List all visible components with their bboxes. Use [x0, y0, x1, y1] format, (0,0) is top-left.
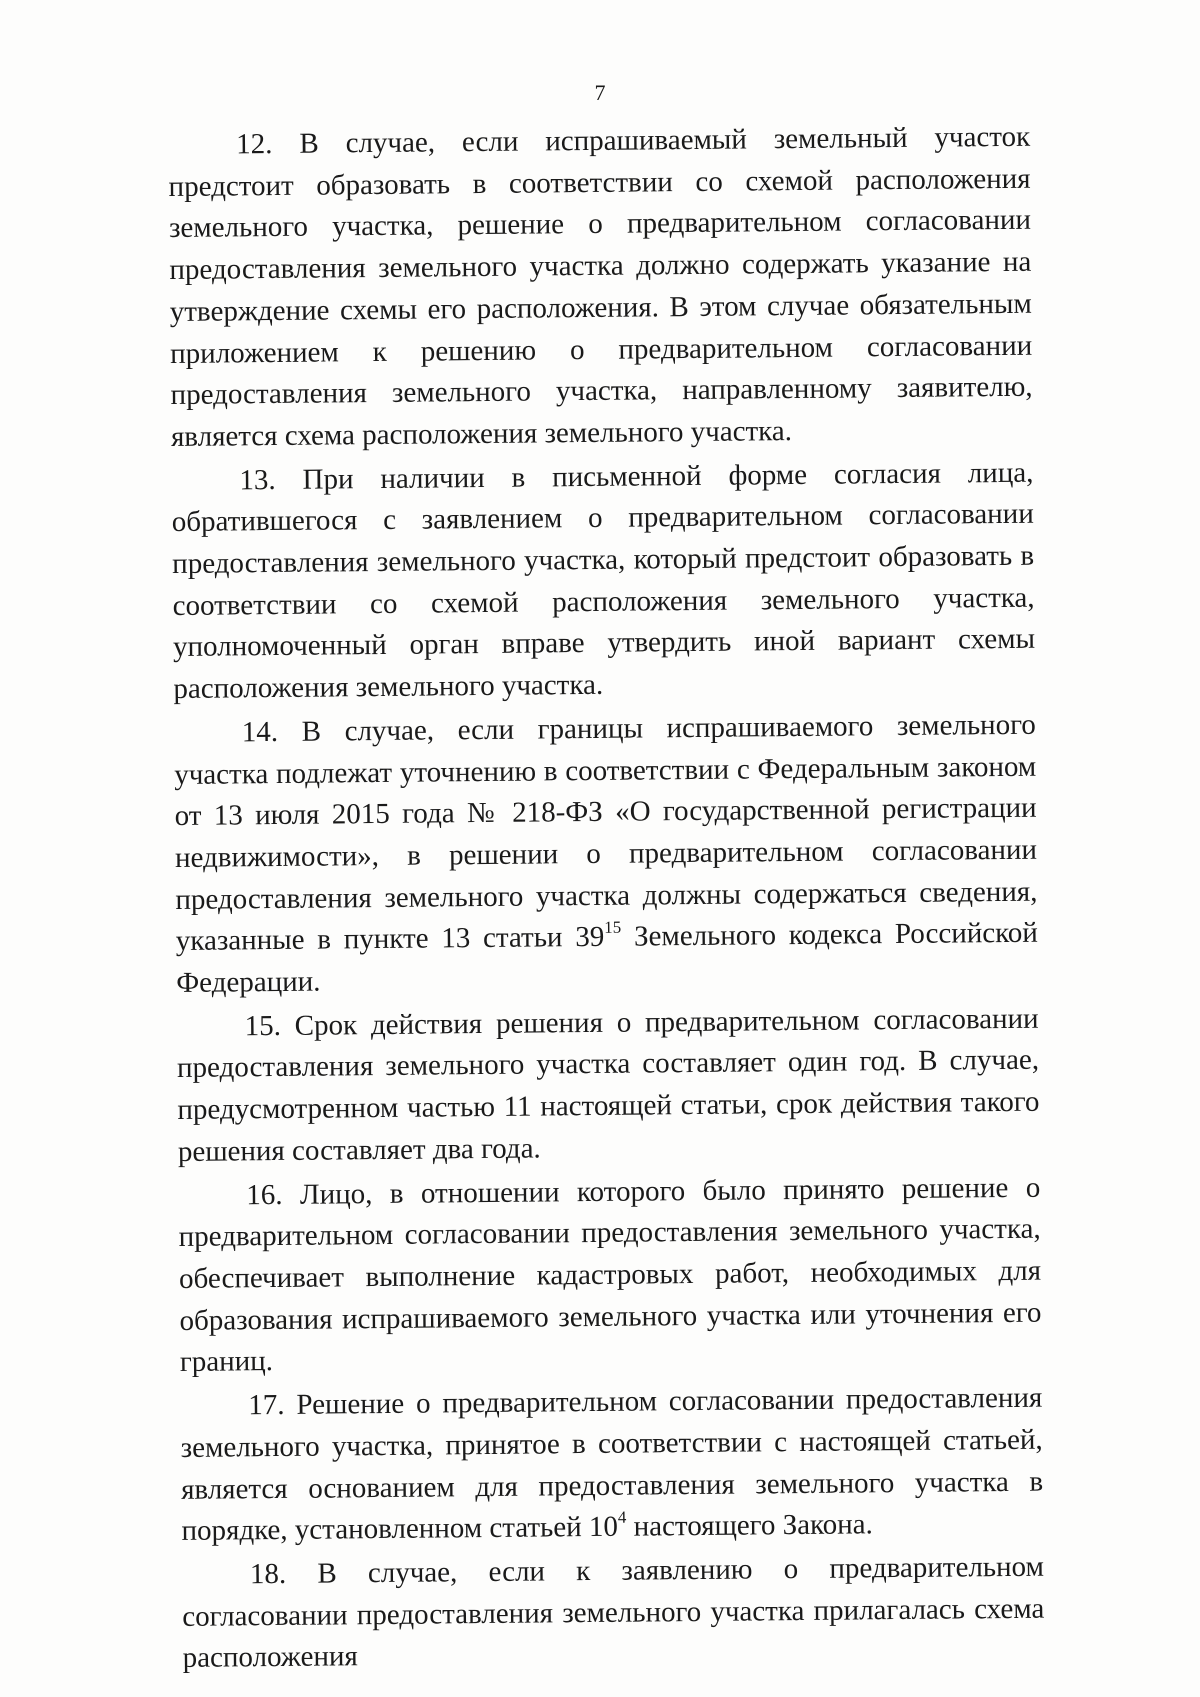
- paragraph-number: 18.: [249, 1557, 287, 1591]
- paragraph-text: В случае, если испрашиваемый земельный участок предстоит образовать в соответствии со схемой расположения земельного участка, решение о предварительном согласовании предоставления земельного участка должно содержать указание на утверждение схемы его расположения. В этом случае обязательным приложением к решению о предварительном согласовании предоставления земельного участка, направленному заявителю, является схема расположения земельного участка.: [168, 120, 1033, 453]
- page-number: 7: [594, 80, 606, 105]
- paragraph-15: [176, 998, 1040, 1173]
- paragraph-12: [168, 117, 1033, 459]
- paragraph-number: 15.: [244, 1009, 282, 1043]
- paragraph-number: 12.: [236, 127, 273, 161]
- document-body: [168, 117, 1045, 1682]
- paragraph-text: Решение о предварительном согласовании предоставления земельного участка, принятое в соответствии с настоящей статьей, является основанием для предоставления земельного участка в порядке, установленном статьей 10: [180, 1381, 1044, 1548]
- paragraph-14: [174, 705, 1039, 1005]
- paragraph-number: 16.: [246, 1178, 283, 1211]
- paragraph-number: 14.: [241, 715, 279, 749]
- paragraph-text: Лицо, в отношении которого было принято решение о предварительном согласовании предоставления земельного участка, обеспечивает выполнение кадастровых работ, необходимых для образования испрашиваемого земельного участка или уточнения его границ.: [178, 1171, 1042, 1379]
- paragraph-text: В случае, если к заявлению о предварительном согласовании предоставления земельного участка прилагалась схема расположения: [182, 1550, 1045, 1675]
- paragraph-17: [180, 1378, 1044, 1553]
- paragraph-text-continued: Земельного кодекса Российской Федерации.: [176, 917, 1038, 1000]
- paragraph-13: [171, 452, 1035, 710]
- paragraph-text: Срок действия решения о предварительном согласовании предоставления земельного участка составляет один год. В случае, предусмотренном частью 11 настоящей статьи, срок действия такого решения составляет два года.: [176, 1002, 1040, 1168]
- paragraph-text-continued: настоящего Закона.: [626, 1508, 873, 1543]
- superscript-index: 4: [617, 1507, 627, 1527]
- paragraph-16: [178, 1167, 1042, 1384]
- paragraph-18: [182, 1547, 1045, 1680]
- paragraph-text: В случае, если границы испрашиваемого земельного участка подлежат уточнению в соответствии с Федеральным законом от 13 июля 2015 года № 218-ФЗ «О государственной регистрации недвижимости», в решении о предварительном согласовании предоставления земельного участка должны содержаться сведения, указанные в пункте 13 статьи 39: [174, 708, 1038, 958]
- paragraph-number: 17.: [248, 1389, 285, 1422]
- paragraph-number: 13.: [239, 463, 276, 496]
- paragraph-text: При наличии в письменной форме согласия лица, обратившегося с заявлением о предварительном согласовании предоставления земельного участка, который предстоит образовать в соответствии со схемой расположения земельного участка, уполномоченный орган вправе утвердить иной вариант схемы расположения земельного участка.: [171, 456, 1036, 706]
- superscript-index: 15: [604, 918, 622, 938]
